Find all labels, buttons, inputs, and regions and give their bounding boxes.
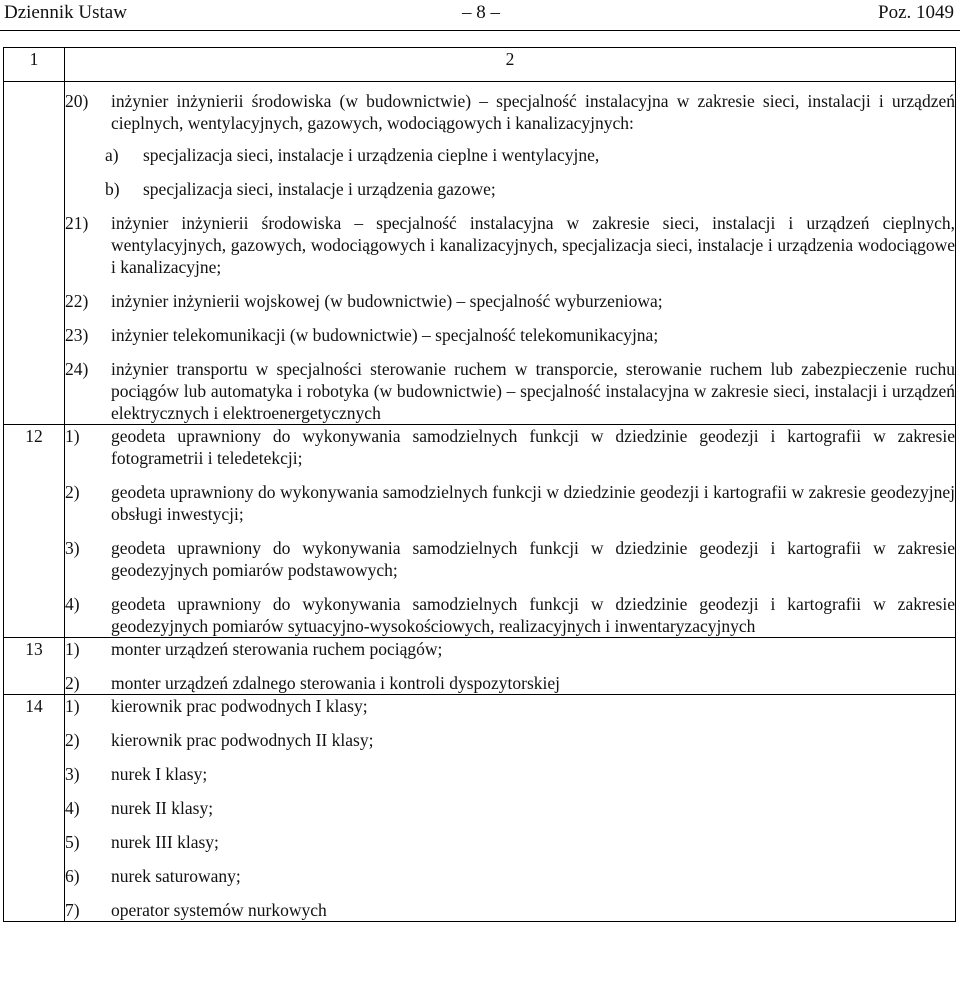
page-header [0,0,960,30]
item-text: inżynier telekomunikacji (w budownictwie) – specjalność telekomunikacyjna; [111,325,659,345]
document-table [3,47,956,922]
list-item [65,290,955,312]
row-content [65,82,956,425]
list-item [65,638,955,660]
item-text: operator systemów nurkowych [111,900,327,920]
list-item [65,672,955,694]
item-text: inżynier transportu w specjalności sterowanie ruchem w transporcie, sterowanie ruchem lub zabezpieczenie ruchu pociągów lub automatyka i robotyka (w budownictwie) – specjalność instalacyjna w zakresie sieci, instalacji i urządzeń elektrycznych i elektroenergetycznych [111,359,955,423]
item-text: inżynier inżynierii wojskowej (w budownictwie) – specjalność wyburzeniowa; [111,291,663,311]
list-item [65,481,955,525]
item-label: 22) [65,291,89,311]
column-header-1: 1 [4,48,65,82]
row-number: 13 [4,638,65,695]
item-label: 3) [65,538,80,558]
list-item [65,212,955,278]
item-text: geodeta uprawniony do wykonywania samodzielnych funkcji w dziedzinie geodezji i kartografii w zakresie geodezyjnych pomiarów sytuacyjno-wysokościowych, realizacyjnych i inwentaryzacyjnych [111,594,955,636]
sub-item-label: b) [105,179,120,199]
item-label: 1) [65,426,80,446]
item-label: 24) [65,359,89,379]
item-label: 20) [65,91,89,111]
header-divider [0,30,960,31]
item-text: monter urządzeń sterowania ruchem pociągów; [111,639,443,659]
item-text: kierownik prac podwodnych I klasy; [111,696,368,716]
item-label: 1) [65,696,80,716]
item-label: 7) [65,900,80,920]
table-column-header-row [4,48,956,82]
list-item [65,324,955,346]
list-item [65,763,955,785]
table-row [4,425,956,638]
row-number-empty [4,82,65,425]
journal-title: Dziennik Ustaw [4,2,127,23]
item-label: 2) [65,482,80,502]
item-label: 4) [65,798,80,818]
item-label: 5) [65,832,80,852]
item-label: 3) [65,764,80,784]
row-content [65,425,956,638]
page-number: – 8 – [462,2,500,23]
position-number: Poz. 1049 [878,2,954,23]
list-item [65,358,955,424]
item-text: kierownik prac podwodnych II klasy; [111,730,374,750]
item-text: geodeta uprawniony do wykonywania samodzielnych funkcji w dziedzinie geodezji i kartografii w zakresie geodezyjnej obsługi inwestycji; [111,482,955,524]
item-text: nurek I klasy; [111,764,208,784]
item-label: 23) [65,325,89,345]
row-number: 12 [4,425,65,638]
list-item [65,831,955,853]
row-number: 14 [4,695,65,922]
item-text: geodeta uprawniony do wykonywania samodzielnych funkcji w dziedzinie geodezji i kartografii w zakresie fotogrametrii i teledetekcji; [111,426,955,468]
sub-item [65,144,955,166]
item-label: 1) [65,639,80,659]
list-item [65,865,955,887]
item-label: 4) [65,594,80,614]
list-item [65,593,955,637]
list-item [65,797,955,819]
list-item [65,899,955,921]
item-text: geodeta uprawniony do wykonywania samodzielnych funkcji w dziedzinie geodezji i kartografii w zakresie geodezyjnych pomiarów podstawowych; [111,538,955,580]
list-item [65,90,955,200]
item-label: 2) [65,730,80,750]
item-text: nurek II klasy; [111,798,214,818]
item-text: inżynier inżynierii środowiska – specjalność instalacyjna w zakresie sieci, instalacji i urządzeń cieplnych, wentylacyjnych, gazowych, wodociągowych i kanalizacyjnych, specjalizacja sieci, instalacje i urządzenia wodociągowe i kanalizacyjne; [111,213,955,277]
list-item [65,695,955,717]
sub-item [65,178,955,200]
column-header-2: 2 [65,48,956,82]
sub-item-text: specjalizacja sieci, instalacje i urządzenia gazowe; [143,179,496,199]
sub-item-text: specjalizacja sieci, instalacje i urządzenia cieplne i wentylacyjne, [143,145,600,165]
item-text: nurek saturowany; [111,866,241,886]
item-label: 21) [65,213,89,233]
item-text: inżynier inżynierii środowiska (w budownictwie) – specjalność instalacyjna w zakresie sieci, instalacji i urządzeń cieplnych, wentylacyjnych, gazowych, wodociągowych i kanalizacyjnych: [111,91,955,133]
sub-item-label: a) [105,145,119,165]
table-row [4,695,956,922]
item-text: nurek III klasy; [111,832,219,852]
row-content [65,695,956,922]
item-text: monter urządzeń zdalnego sterowania i kontroli dyspozytorskiej [111,673,561,693]
list-item [65,729,955,751]
list-item [65,537,955,581]
table-row [4,638,956,695]
table-row [4,82,956,425]
item-label: 6) [65,866,80,886]
item-label: 2) [65,673,80,693]
row-content [65,638,956,695]
list-item [65,425,955,469]
